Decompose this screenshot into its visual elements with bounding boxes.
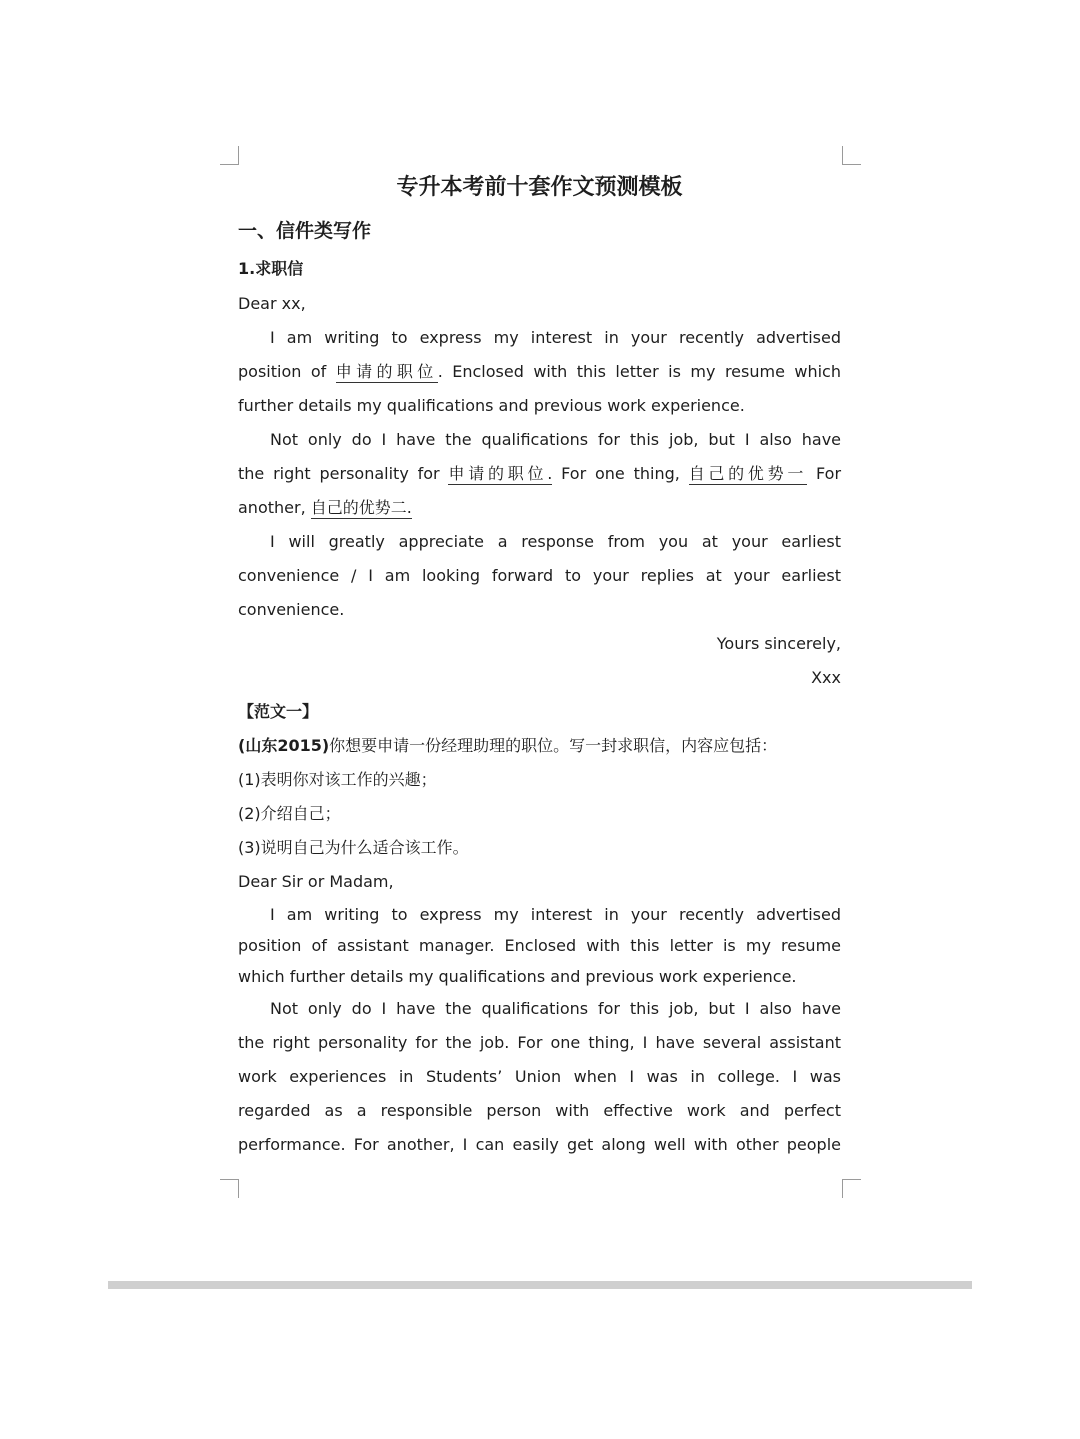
template-paragraph-line: I am writing to express my interest in your recently advertised xyxy=(270,328,841,347)
page-corner-mark xyxy=(220,1179,239,1198)
page-corner-mark xyxy=(842,146,861,165)
document-title: 专升本考前十套作文预测模板 xyxy=(396,175,683,200)
sample-paragraph-line: position of assistant manager. Enclosed with this letter is my resume xyxy=(238,936,841,955)
placeholder-position: 申请的职位. xyxy=(448,464,553,483)
text-span: For xyxy=(816,464,842,483)
section-heading: 一、信件类写作 xyxy=(238,220,372,242)
sample-paragraph-line: which further details my qualifications and previous work experience. xyxy=(238,967,797,986)
sample-paragraph-line: I am writing to express my interest in your recently advertised xyxy=(270,905,841,924)
text-span: For one thing, xyxy=(561,464,680,483)
page-corner-mark xyxy=(220,146,239,165)
sample-salutation: Dear Sir or Madam, xyxy=(238,872,394,891)
placeholder-position: 申请的职位 xyxy=(335,362,438,381)
placeholder-advantage-one: 自己的优势一 xyxy=(688,464,808,483)
template-paragraph-line xyxy=(238,457,841,491)
page-content xyxy=(238,168,841,1162)
prompt-text: 你想要申请一份经理助理的职位。写一封求职信，内容应包括： xyxy=(329,736,778,755)
requirement-item: (2)介绍自己； xyxy=(238,804,341,823)
prompt-source: (山东2015) xyxy=(238,736,330,755)
sample-paragraph-line: Not only do I have the qualifications for this job, but I also have xyxy=(270,999,841,1018)
sample-heading: 【范文一】 xyxy=(238,702,319,721)
text-span: another, xyxy=(238,498,306,517)
sample-paragraph-line: the right personality for the job. For one thing, I have several assistant xyxy=(238,1033,841,1052)
page-divider-bar xyxy=(108,1281,972,1289)
template-paragraph-line: Not only do I have the qualifications for this job, but I also have xyxy=(270,430,841,449)
letter-salutation: Dear xx, xyxy=(238,294,306,313)
sample-prompt xyxy=(238,729,841,763)
letter-signature: Xxx xyxy=(811,668,841,687)
template-paragraph-line: further details my qualifications and previous work experience. xyxy=(238,396,745,415)
requirement-item: (1)表明你对该工作的兴趣； xyxy=(238,770,437,789)
text-span: the right personality for xyxy=(238,464,440,483)
subsection-heading: 1.求职信 xyxy=(238,259,304,278)
sample-paragraph-line: regarded as a responsible person with effective work and perfect xyxy=(238,1101,841,1120)
text-span: . Enclosed with this letter is my resume which xyxy=(437,362,841,381)
requirement-item: (3)说明自己为什么适合该工作。 xyxy=(238,838,469,857)
page-corner-mark xyxy=(842,1179,861,1198)
template-paragraph-line: I will greatly appreciate a response from you at your earliest xyxy=(270,532,841,551)
sample-paragraph-line: work experiences in Students’ Union when I was in college. I was xyxy=(238,1067,841,1086)
sample-paragraph-line: performance. For another, I can easily get along well with other people xyxy=(238,1135,841,1154)
template-paragraph-line: convenience. xyxy=(238,600,345,619)
template-paragraph-line: convenience / I am looking forward to your replies at your earliest xyxy=(238,566,841,585)
text-span: position of xyxy=(238,362,327,381)
placeholder-advantage-two: 自己的优势二. xyxy=(310,498,412,517)
template-paragraph-line xyxy=(238,355,841,389)
letter-closing: Yours sincerely, xyxy=(716,634,841,653)
template-paragraph-line xyxy=(238,491,841,525)
